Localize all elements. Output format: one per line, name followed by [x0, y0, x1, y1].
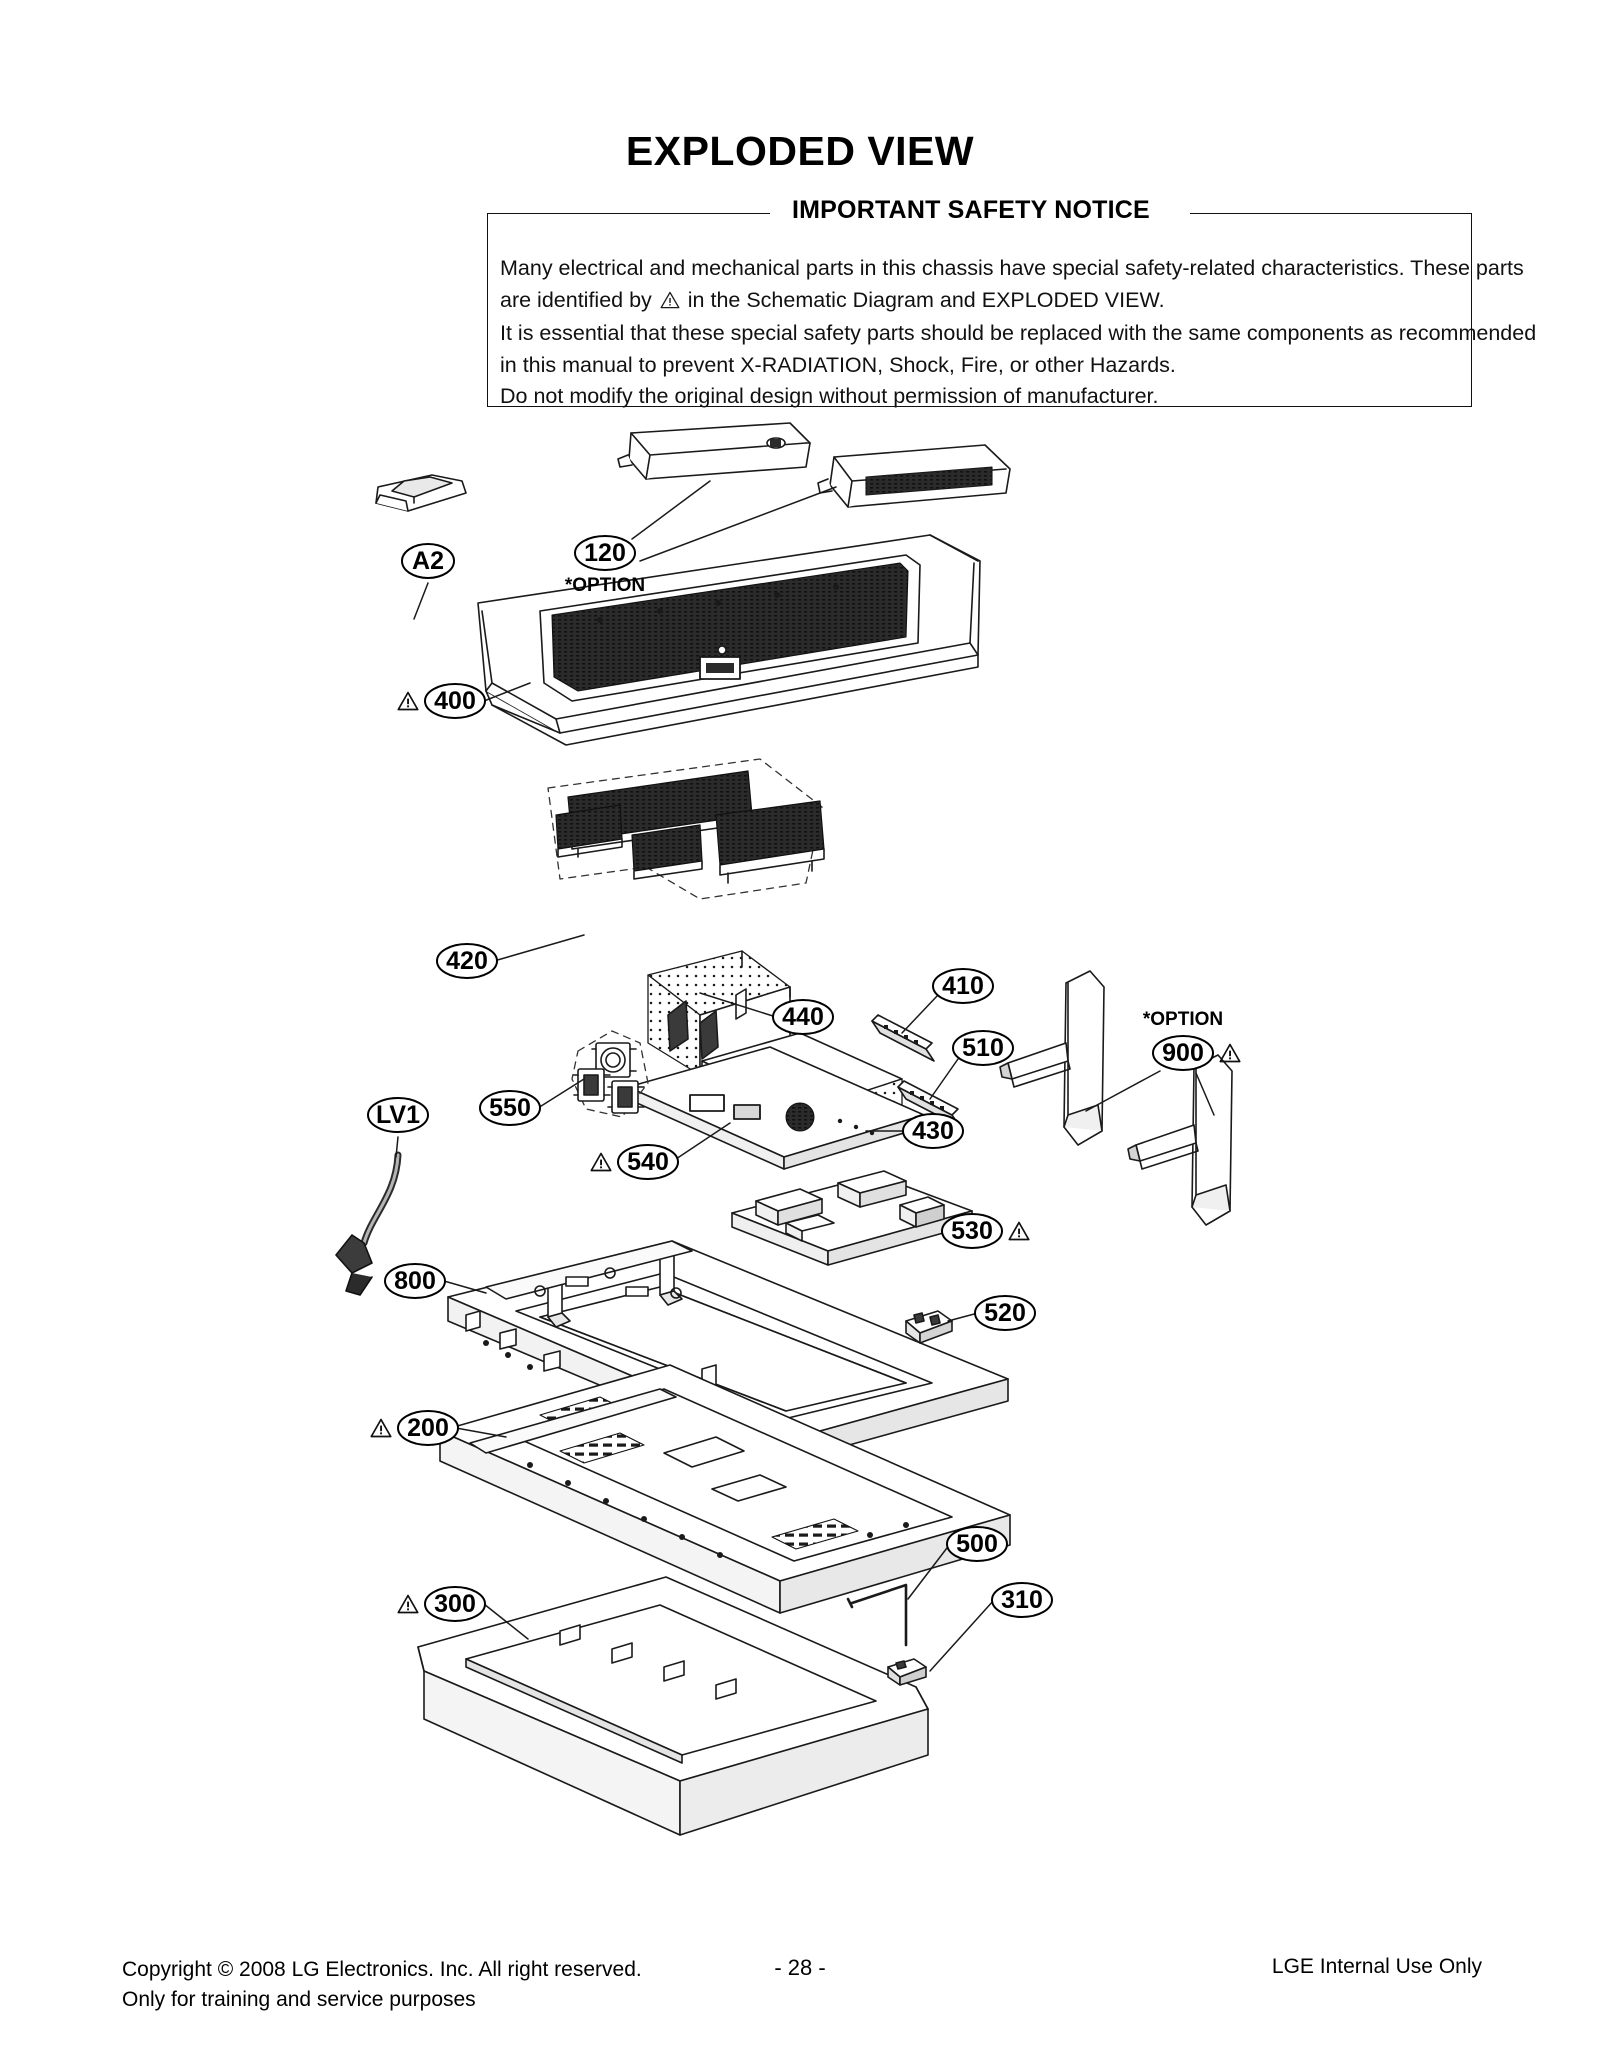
warning-triangle-icon	[398, 693, 417, 710]
part-wire-500	[848, 1585, 906, 1645]
warning-triangle-icon	[591, 1154, 610, 1171]
callout-label: 300	[434, 1590, 476, 1618]
callout-440[interactable]	[773, 1000, 833, 1034]
option-note-120: *OPTION	[564, 575, 646, 596]
callout-label: 120	[584, 539, 626, 567]
callout-label: 550	[489, 1094, 531, 1122]
callout-label: 420	[446, 947, 488, 975]
part-speaker-option	[818, 445, 1010, 507]
notice-line-2-suffix: in the Schematic Diagram and EXPLODED VIEW.	[687, 287, 1165, 312]
warning-triangle-icon	[1220, 1045, 1239, 1062]
callout-310[interactable]	[992, 1583, 1052, 1617]
exploded-view-diagram	[0, 415, 1600, 1915]
part-stand-leg-900-a	[1000, 971, 1104, 1145]
callout-410[interactable]	[933, 969, 993, 1003]
part-grille-set-420	[548, 759, 824, 899]
callout-120[interactable]	[565, 536, 645, 596]
callout-800[interactable]	[385, 1264, 445, 1298]
part-fan-assembly-550	[572, 1031, 648, 1117]
notice-line-2-prefix: are identified by	[500, 287, 652, 312]
callout-550[interactable]	[480, 1091, 540, 1125]
callout-label: 510	[962, 1034, 1004, 1062]
part-main-board-540	[628, 1047, 924, 1169]
callout-420[interactable]	[437, 944, 497, 978]
footer-internal-use: LGE Internal Use Only	[1271, 1955, 1482, 1978]
callout-label: LV1	[376, 1101, 420, 1129]
callout-label: 440	[782, 1003, 824, 1031]
part-speaker-top	[618, 423, 810, 479]
part-stand-foot-a2	[376, 475, 466, 511]
callout-500[interactable]	[947, 1527, 1007, 1561]
callout-label: 500	[956, 1530, 998, 1558]
callout-label: 410	[942, 972, 984, 1000]
callout-label: 200	[407, 1414, 449, 1442]
callout-900[interactable]	[1143, 1009, 1240, 1070]
callout-540[interactable]	[591, 1145, 678, 1179]
callout-a2[interactable]	[402, 544, 454, 578]
callout-label: 310	[1001, 1586, 1043, 1614]
safety-notice-body	[500, 253, 1537, 413]
footer-page-number: - 28 -	[774, 1955, 826, 1980]
part-front-bezel-300	[418, 1577, 928, 1835]
callout-label: 540	[627, 1148, 669, 1176]
callout-200[interactable]	[371, 1411, 458, 1445]
callout-300[interactable]	[398, 1587, 485, 1621]
warning-triangle-icon	[371, 1420, 390, 1437]
callout-label: 400	[434, 687, 476, 715]
callout-label: 530	[951, 1217, 993, 1245]
callout-510[interactable]	[953, 1031, 1013, 1065]
warning-triangle-icon	[398, 1596, 417, 1613]
part-back-cover-400	[478, 535, 980, 745]
notice-line-5: Do not modify the original design without permission of manufacturer.	[500, 384, 1159, 408]
safety-notice-heading: IMPORTANT SAFETY NOTICE	[780, 196, 1162, 225]
footer-copyright-line1: Copyright © 2008 LG Electronics. Inc. All right reserved.	[122, 1958, 642, 1981]
option-note-900: *OPTION	[1142, 1009, 1224, 1030]
notice-line-1: Many electrical and mechanical parts in this chassis have special safety-related characteristics. These parts	[500, 256, 1524, 280]
callout-label: A2	[412, 547, 444, 575]
part-clip-520	[906, 1311, 952, 1343]
callout-label: 520	[984, 1299, 1026, 1327]
part-av-board-530	[732, 1171, 972, 1265]
page-footer	[0, 1955, 1600, 2045]
footer-copyright-line2: Only for training and service purposes	[122, 1988, 476, 2011]
page-title: EXPLODED VIEW	[625, 128, 975, 174]
callout-520[interactable]	[975, 1296, 1035, 1330]
notice-line-4: in this manual to prevent X-RADIATION, Shock, Fire, or other Hazards.	[500, 352, 1176, 377]
callout-label: 430	[912, 1117, 954, 1145]
part-clip-310	[888, 1659, 926, 1685]
notice-line-2	[500, 285, 1460, 319]
warning-triangle-icon	[660, 287, 680, 319]
callout-label: 900	[1162, 1039, 1204, 1067]
callout-400[interactable]	[398, 684, 485, 718]
callout-530[interactable]	[942, 1214, 1029, 1248]
warning-triangle-icon	[1009, 1223, 1028, 1240]
part-connector-410	[872, 1015, 934, 1061]
callout-430[interactable]	[903, 1114, 963, 1148]
notice-line-3: It is essential that these special safety parts should be replaced with the same components as recommended	[500, 321, 1537, 345]
callout-label: 800	[394, 1267, 436, 1295]
callout-lv1[interactable]	[368, 1098, 428, 1132]
